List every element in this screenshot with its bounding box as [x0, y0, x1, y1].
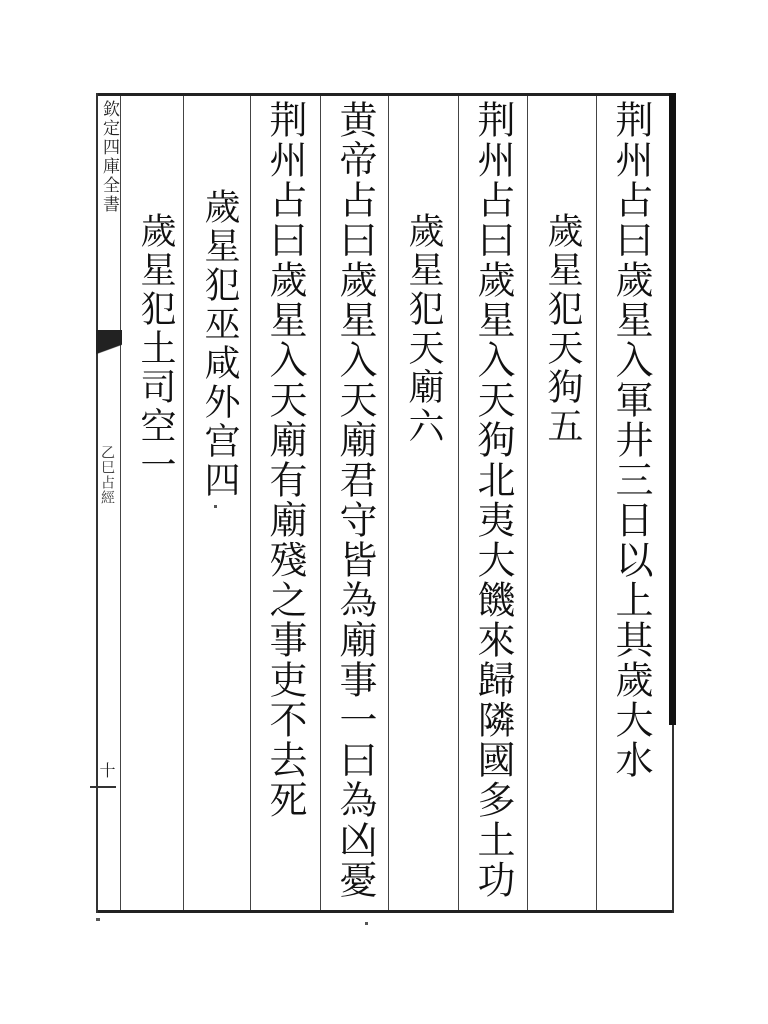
text-column-1: 荆州占曰歲星入軍井三日以上其歲大水 — [609, 100, 653, 780]
scan-speck — [365, 922, 368, 925]
column-rule — [183, 96, 184, 910]
fold-mark-line — [90, 786, 116, 788]
column-rule — [596, 96, 597, 910]
heading-column-8: 歲星犯土司空一 — [135, 212, 176, 485]
text-column-6: 荆州占曰歲星入天廟有廟殘之事吏不去死 — [263, 100, 307, 820]
frame-right-border-lower — [672, 725, 674, 913]
text-column-3: 荆州占曰歲星入天狗北夷大饑來歸隣國多土功 — [471, 100, 515, 900]
frame-bottom-border — [96, 910, 674, 913]
fold-collection-title: 欽定四庫全書 — [99, 100, 119, 214]
fold-page-number: 十 — [97, 762, 116, 778]
scan-speck — [214, 505, 217, 508]
column-rule — [388, 96, 389, 910]
column-rule — [458, 96, 459, 910]
column-rule — [250, 96, 251, 910]
heading-column-4: 歲星犯天廟六 — [403, 212, 444, 446]
fishtail-mark — [96, 330, 122, 370]
column-rule — [527, 96, 528, 910]
column-rule — [320, 96, 321, 910]
text-column-5: 黄帝占曰歲星入天廟君守皆為廟事一曰為凶憂 — [333, 100, 377, 900]
frame-right-border — [669, 93, 676, 725]
heading-column-7: 歲星犯巫咸外宫四 — [199, 188, 240, 500]
column-rule — [120, 96, 121, 910]
scan-speck — [96, 918, 100, 921]
fold-book-title: 乙巳占經 — [99, 445, 115, 505]
heading-column-2: 歲星犯天狗五 — [542, 212, 583, 446]
